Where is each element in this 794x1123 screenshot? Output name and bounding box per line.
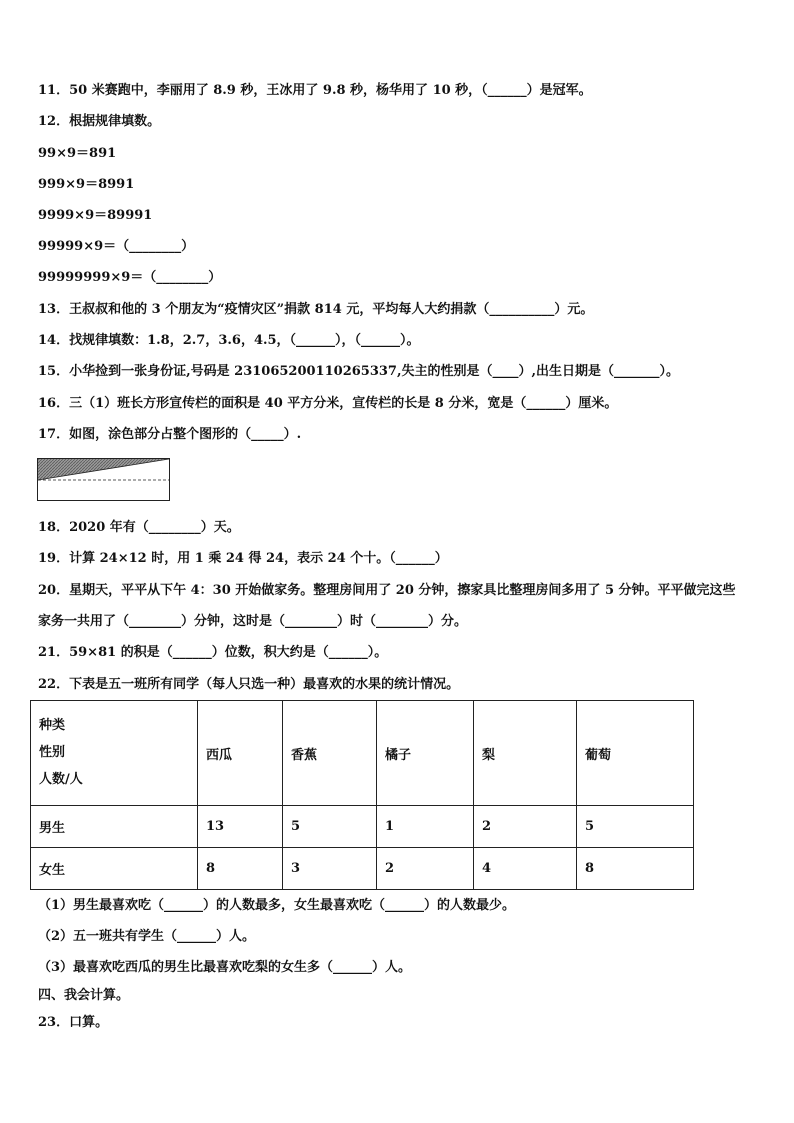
fruit-stats-table [30,700,694,890]
question-12-row-4: 99999×9＝（________） [38,239,195,254]
question-13: 13．王叔叔和他的 3 个朋友为“疫情灾区”捐款 814 元，平均每人大约捐款（__________）元。 [38,302,594,317]
question-15: 15．小华捡到一张身份证,号码是 231065200110265337,失主的性别是（____）,出生日期是（_______）。 [38,364,680,379]
header-fruit: 葡萄 [577,701,694,806]
question-12-row-5: 99999999×9＝（________） [38,270,222,285]
header-category: 种类 [39,718,66,733]
question-12-row-1: 99×9＝891 [38,146,117,161]
question-18: 18．2020 年有（________）天。 [38,520,240,535]
table-row [31,848,694,890]
question-22-sub-1: （1）男生最喜欢吃（______）的人数最多，女生最喜欢吃（______）的人数最少。 [38,898,516,913]
question-12-row-2: 999×9＝8991 [38,177,135,192]
question-20-line-2: 家务一共用了（________）分钟，这时是（________）时（________）分。 [38,614,468,629]
header-count: 人数/人 [39,772,83,787]
header-fruit: 香蕉 [283,701,377,806]
header-fruit: 橘子 [377,701,474,806]
question-14: 14．找规律填数：1.8，2.7，3.6，4.5，（______），（______）。 [38,333,420,348]
question-11: 11．50 米赛跑中，李丽用了 8.9 秒，王冰用了 9.8 秒，杨华用了 10 秒，（______）是冠军。 [38,83,592,98]
shaded-rectangle-figure [37,458,170,501]
table-cell: 5 [577,806,694,848]
table-header-corner [31,701,198,806]
header-gender: 性别 [39,745,66,760]
table-cell: 13 [198,806,283,848]
table-cell: 8 [577,848,694,890]
question-22-sub-2: （2）五一班共有学生（______）人。 [38,929,256,944]
row-label: 女生 [31,848,198,890]
table-cell: 1 [377,806,474,848]
question-22-stem: 22．下表是五一班所有同学（每人只选一种）最喜欢的水果的统计情况。 [38,677,460,692]
question-17: 17．如图，涂色部分占整个图形的（_____）. [38,427,302,442]
section-4-heading: 四、我会计算。 [38,988,130,1003]
question-23: 23．口算。 [38,1015,109,1030]
question-21: 21．59×81 的积是（______）位数，积大约是（______）。 [38,645,388,660]
question-16: 16．三（1）班长方形宣传栏的面积是 40 平方分米，宣传栏的长是 8 分米，宽是（______）厘米。 [38,396,618,411]
table-cell: 8 [198,848,283,890]
header-fruit: 梨 [474,701,577,806]
question-12-row-3: 9999×9＝89991 [38,208,153,223]
question-20-line-1: 20．星期天，平平从下午 4：30 开始做家务。整理房间用了 20 分钟，擦家具比整理房间多用了 5 分钟。平平做完这些 [38,583,736,598]
question-12-stem: 12．根据规律填数。 [38,114,161,129]
question-19: 19．计算 24×12 时，用 1 乘 24 得 24，表示 24 个十。（______） [38,551,448,566]
row-label: 男生 [31,806,198,848]
question-22-sub-3: （3）最喜欢吃西瓜的男生比最喜欢吃梨的女生多（______）人。 [38,960,412,975]
table-cell: 5 [283,806,377,848]
table-cell: 2 [474,806,577,848]
header-fruit: 西瓜 [198,701,283,806]
table-cell: 4 [474,848,577,890]
table-cell: 3 [283,848,377,890]
table-row [31,806,694,848]
table-cell: 2 [377,848,474,890]
